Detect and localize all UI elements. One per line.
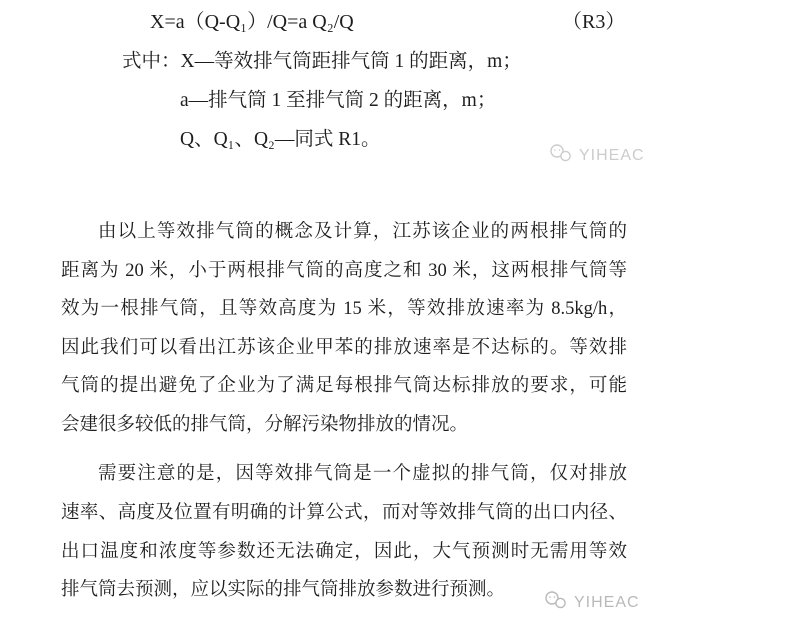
watermark-bottom	[543, 590, 640, 615]
definition-line-a: a—排气筒 1 至排气筒 2 的距离，m；	[180, 90, 497, 111]
paragraph-line: 出口温度和浓度等参数还无法确定，因此，大气预测时无需用等效	[61, 541, 627, 562]
paragraph-line: 需要注意的是，因等效排气筒是一个虚拟的排气筒，仅对排放	[98, 464, 627, 484]
watermark-label: YIHEAC	[579, 146, 645, 164]
paragraph-line: 因此我们可以看出江苏该企业甲苯的排放速率是不达标的。等效排	[61, 337, 627, 358]
paragraph-line: 距离为 20 米，小于两根排气筒的高度之和 30 米，这两根排气筒等	[61, 260, 627, 281]
formula-ref-label: （R3）	[562, 11, 626, 33]
formula-row	[0, 8, 790, 38]
paragraph-line: 气筒的提出避免了企业为了满足每根排气筒达标排放的要求，可能	[61, 376, 627, 397]
watermark-top	[548, 143, 645, 168]
paragraph-line: 会建很多较低的排气筒，分解污染物排放的情况。	[61, 414, 469, 435]
paragraph-line: 排气筒去预测，应以实际的排气筒排放参数进行预测。	[61, 580, 506, 601]
formula-expression: X=a（Q-Q₁）/Q=a Q₂/Q	[150, 11, 354, 33]
paragraph-line: 速率、高度及位置有明确的计算公式，而对等效排气筒的出口内径、	[61, 502, 627, 523]
definition-line-q: Q、Q₁、Q₂—同式 R1。	[180, 129, 381, 150]
definitions-block	[122, 42, 522, 159]
watermark-label: YIHEAC	[574, 593, 640, 611]
paragraph-line: 由以上等效排气筒的概念及计算，江苏该企业的两根排气筒的	[98, 222, 627, 242]
watermark-logo-icon	[548, 143, 574, 168]
watermark-logo-icon	[543, 590, 569, 615]
paragraph-line: 效为一根排气筒，且等效高度为 15 米，等效排放速率为 8.5kg/h，	[61, 299, 627, 320]
definition-line-x: 式中：X—等效排气筒距排气筒 1 的距离，m；	[122, 51, 522, 72]
paragraph-1	[61, 213, 627, 445]
paragraph-2	[61, 455, 627, 610]
